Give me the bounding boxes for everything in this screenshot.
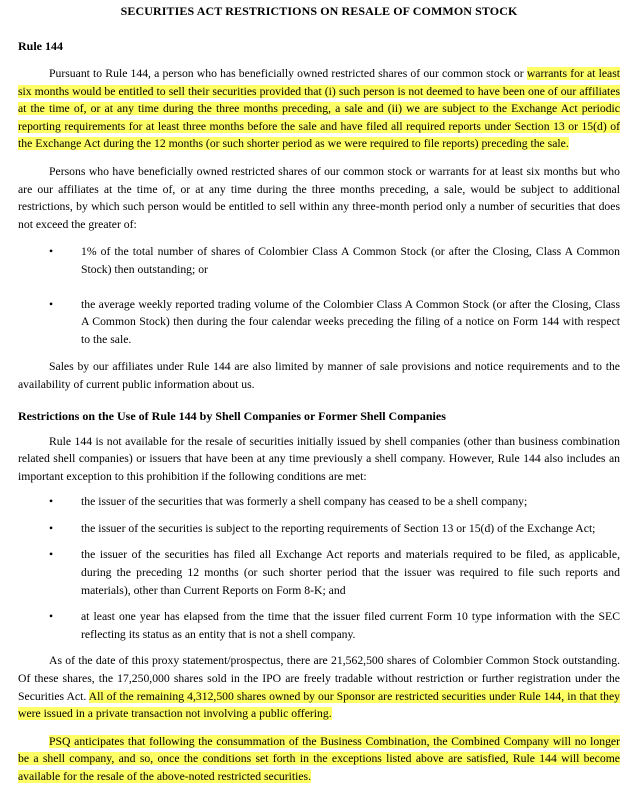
highlighted-text: warrants for at least six months would be entitled to sell their securities provided that (i) such person is not deemed to have been one of our affiliates at the time of, or at any time during the three months preceding, a sale and (ii) we are subject to the Exchange Act periodic reporting requirements for at least three months before the sale and have filed all required reports under Section 13 or 15(d) of the Exchange Act during the 12 months (or such shorter period as we were required to file reports) preceding the sale. xyxy=(18,67,620,151)
rule144-bullet-list xyxy=(18,243,620,348)
list-item xyxy=(18,296,620,349)
list-item-text: the issuer of the securities has filed all Exchange Act reports and materials required to be filed, as applicable, during the preceding 12 months (or such shorter period that the issuer was required to file such reports and materials), other than Current Reports on Form 8-K; and xyxy=(81,548,620,597)
list-item-text: the average weekly reported trading volume of the Colombier Class A Common Stock (or after the Closing, Class A Common Stock) then during the four calendar weeks preceding the filing of a notice on Form 144 with respect to the sale. xyxy=(81,297,620,346)
rule144-paragraph-3: Sales by our affiliates under Rule 144 are also limited by manner of sale provisions and notice requirements and to the availability of current public information about us. xyxy=(18,360,620,391)
list-item-text: at least one year has elapsed from the time that the issuer filed current Form 10 type information with the SEC reflecting its status as an entity that is not a shell company. xyxy=(81,610,620,641)
list-item xyxy=(18,546,620,599)
section-heading-shell-companies: Restrictions on the Use of Rule 144 by Shell Companies or Former Shell Companies xyxy=(18,408,446,423)
bullet-icon: • xyxy=(49,521,54,535)
list-item-text: the issuer of the securities is subject to the reporting requirements of Section 13 or 15(d) of the Exchange Act; xyxy=(81,521,596,535)
rule144-p1-text: Pursuant to Rule 144, a person who has beneficially owned restricted shares of our common stock or xyxy=(49,67,527,80)
bullet-icon: • xyxy=(49,548,54,562)
list-item xyxy=(18,493,620,511)
shell-paragraph-1: Rule 144 is not available for the resale of securities initially issued by shell companies (other than business combination related shell companies) or issuers that have been at any time previously a shell company. However, Rule 144 also includes an important exception to this prohibition if the following conditions are met: xyxy=(18,434,620,483)
rule144-paragraph-2: Persons who have beneficially owned restricted shares of our common stock or warrants for at least six months but who are our affiliates at the time of, or at any time during the three months preceding, a sale, would be subject to additional restrictions, by which such person would be entitled to sell within any three-month period only a number of securities that does not exceed the greater of: xyxy=(18,164,620,231)
section-heading-rule-144: Rule 144 xyxy=(18,39,63,53)
shell-paragraph-3 xyxy=(18,733,620,786)
shell-p2-text: As of the date of this proxy statement/prospectus, there are 21,562,500 shares of Colombier Common Stock outstanding. Of these shares, the 17,250,000 shares sold in the IPO are freely tradable without restriction or further registration under the Securities Act. xyxy=(18,654,620,703)
page-title: SECURITIES ACT RESTRICTIONS ON RESALE OF COMMON STOCK xyxy=(120,4,518,18)
highlighted-text: PSQ anticipates that following the consummation of the Business Combination, the Combined Company will no longer be a shell company, and so, once the conditions set forth in the exceptions listed above are satisfied, Rule 144 will become available for the resale of the above-noted restricted securities. xyxy=(18,734,620,783)
bullet-icon: • xyxy=(49,610,54,624)
shell-paragraph-2 xyxy=(18,652,620,722)
rule144-paragraph-1 xyxy=(18,65,620,153)
list-item-text: the issuer of the securities that was formerly a shell company has ceased to be a shell company; xyxy=(81,495,528,509)
shell-bullet-list xyxy=(18,493,620,643)
list-item-text: 1% of the total number of shares of Colombier Class A Common Stock (or after the Closing, Class A Common Stock) then outstanding; or xyxy=(81,245,620,276)
bullet-icon: • xyxy=(49,245,54,259)
bullet-icon: • xyxy=(49,297,54,311)
highlighted-text: All of the remaining 4,312,500 shares owned by our Sponsor are restricted securities under Rule 144, in that they were issued in a private transaction not involving a public offering. xyxy=(18,689,620,721)
bullet-icon: • xyxy=(49,495,54,509)
list-item xyxy=(18,243,620,278)
list-item xyxy=(18,608,620,643)
list-item xyxy=(18,520,620,538)
